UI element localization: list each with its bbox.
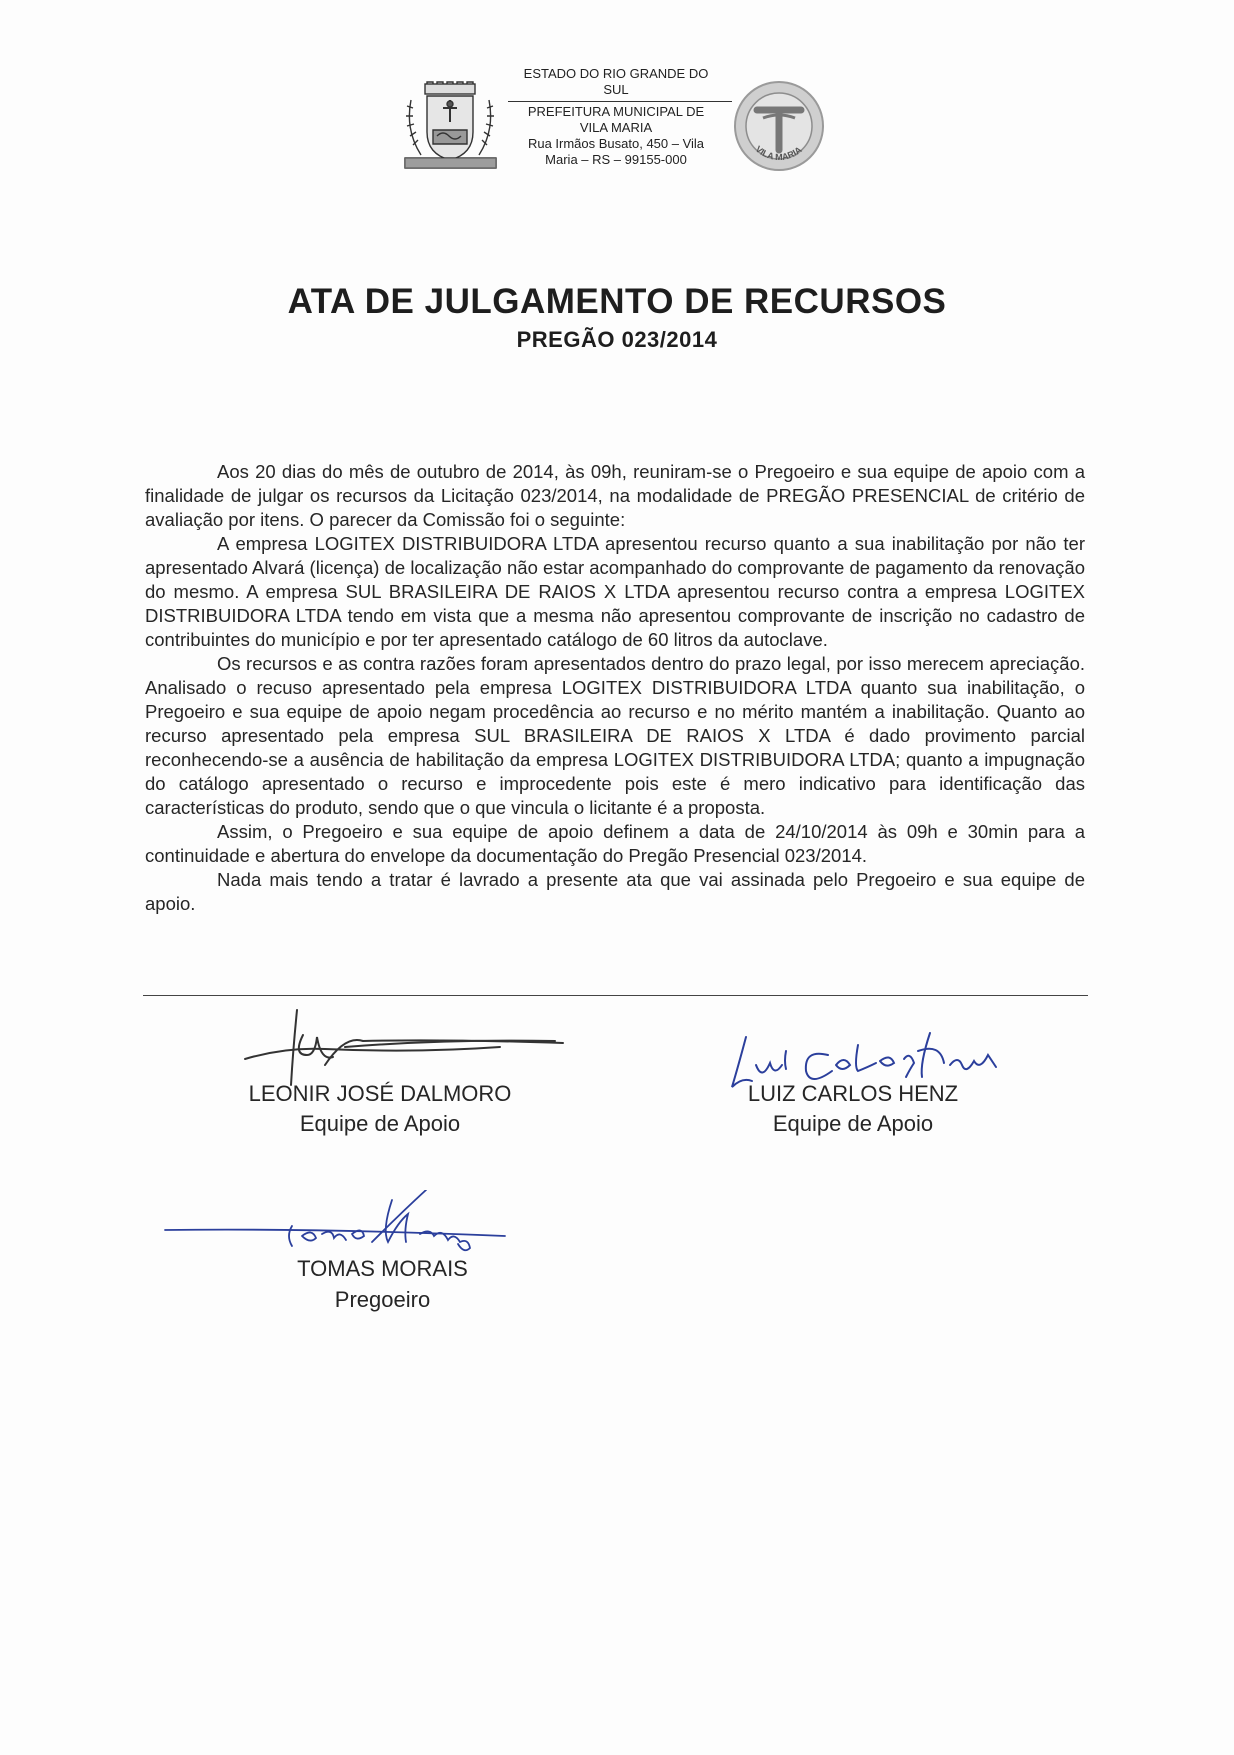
body-paragraph: Nada mais tendo a tratar é lavrado a presente ata que vai assinada pelo Pregoeiro e sua equipe de apoio. [145, 869, 1085, 914]
letterhead-state: ESTADO DO RIO GRANDE DO [523, 66, 709, 81]
coat-of-arms-icon [403, 80, 498, 172]
signature-divider [143, 995, 1088, 996]
document-body [145, 460, 1085, 916]
signer-name: LEONIR JOSÉ DALMORO [248, 1081, 512, 1106]
document-subtitle: PREGÃO 023/2014 [516, 327, 718, 352]
body-paragraph: Assim, o Pregoeiro e sua equipe de apoio definem a data de 24/10/2014 às 09h e 30min para a continuidade e abertura do envelope da documentação do Pregão Presencial 023/2014. [145, 821, 1085, 866]
signer-role: Equipe de Apoio [299, 1111, 461, 1136]
letterhead-rule [508, 101, 732, 102]
letterhead [500, 66, 732, 168]
signer-role: Equipe de Apoio [772, 1111, 934, 1136]
signature-tomas-icon [160, 1190, 520, 1260]
letterhead-municipality-2: VILA MARIA [579, 120, 653, 135]
signer-name: LUIZ CARLOS HENZ [747, 1081, 959, 1106]
document-title: ATA DE JULGAMENTO DE RECURSOS [287, 282, 947, 321]
body-paragraph: Os recursos e as contra razões foram apresentados dentro do prazo legal, por isso merecem apreciação. Analisado o recuso apresentado pela empresa LOGITEX DISTRIBUIDORA LTDA quanto sua inabilitação, o Pregoeiro e sua equipe de apoio negam procedência ao recurso e no mérito mantém a inabilitação. Quanto ao recurso apresentado pela empresa SUL BRASILEIRA DE RAIOS X LTDA é dado provimento parcial reconhecendo-se a ausência de habilitação da empresa LOGITEX DISTRIBUIDORA LTDA; quanto a impugnação do catálogo apresentado o recurso e improcedente pois este é mero indicativo para identificação das características do produto, sendo que o que vincula o licitante é a proposta. [145, 653, 1085, 818]
body-paragraph: A empresa LOGITEX DISTRIBUIDORA LTDA apresentou recurso quanto a sua inabilitação por não ter apresentado Alvará (licença) de localização não estar acompanhado do comprovante de pagamento da renovação do mesmo. A empresa SUL BRASILEIRA DE RAIOS X LTDA apresentou recurso contra a empresa LOGITEX DISTRIBUIDORA LTDA tendo em vista que a mesma não apresentou comprovante de inscrição no cadastro de contribuintes do município e por ter apresentado catálogo de 60 litros da autoclave. [145, 533, 1086, 650]
signer-name: TOMAS MORAIS [297, 1256, 468, 1281]
body-paragraph: Aos 20 dias do mês de outubro de 2014, às 09h, reuniram-se o Pregoeiro e sua equipe de apoio com a finalidade de julgar os recursos da Licitação 023/2014, na modalidade de PREGÃO PRESENCIAL de critério de avaliação por itens. O parecer da Comissão foi o seguinte: [145, 461, 1085, 530]
letterhead-municipality: PREFEITURA MUNICIPAL DE [527, 104, 705, 119]
signer-role: Pregoeiro [334, 1287, 431, 1312]
letterhead-state-2: SUL [603, 82, 629, 97]
seal-label: VILA MARIA [753, 143, 804, 163]
municipal-seal-icon [733, 80, 825, 172]
letterhead-address: Rua Irmãos Busato, 450 – Vila [527, 136, 705, 151]
signature-leonir-icon [235, 1005, 570, 1090]
letterhead-address-2: Maria – RS – 99155-000 [545, 152, 687, 167]
